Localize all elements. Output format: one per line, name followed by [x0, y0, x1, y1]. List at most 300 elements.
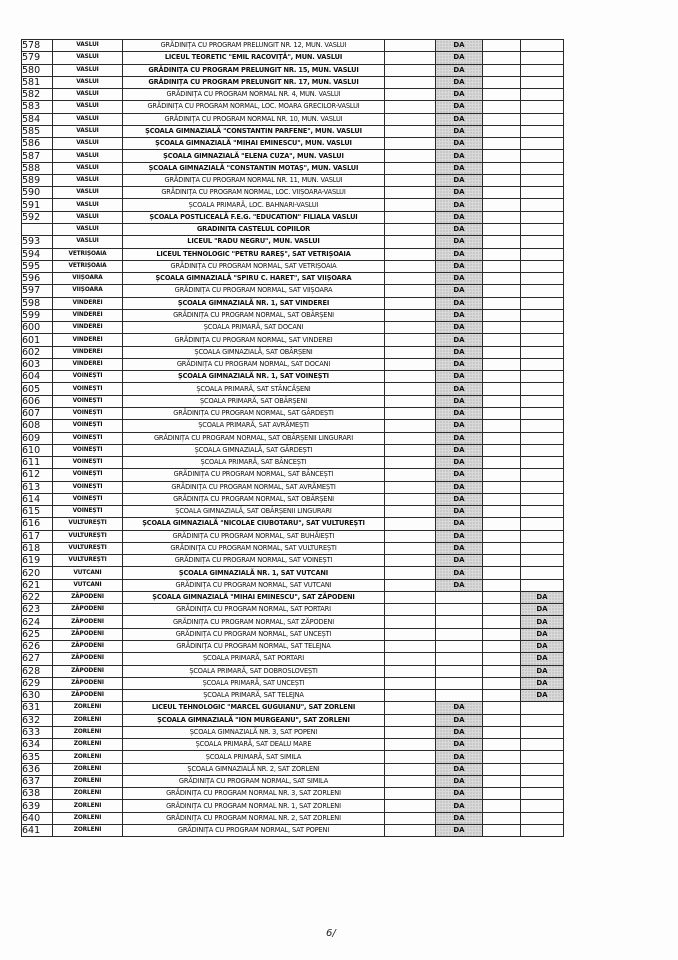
mark-cell — [385, 113, 436, 125]
mark-cell — [385, 751, 436, 763]
mark-cell — [483, 273, 521, 285]
locality-cell: VOINEȘTI — [53, 444, 123, 456]
row-number-cell: 594 — [22, 248, 53, 260]
mark-cell — [436, 653, 483, 665]
mark-cell: DA — [436, 763, 483, 775]
school-name-cell: GRADINITA CASTELUL COPIILOR — [123, 223, 385, 235]
mark-cell — [521, 420, 564, 432]
table-row — [22, 211, 564, 223]
locality-cell: VASLUI — [53, 187, 123, 199]
locality-cell: VIIȘOARA — [53, 285, 123, 297]
table-row — [22, 64, 564, 76]
school-name-cell: GRĂDINIȚA CU PROGRAM NORMAL, SAT POPENI — [123, 825, 385, 837]
locality-cell: VASLUI — [53, 113, 123, 125]
row-number-cell: 603 — [22, 358, 53, 370]
table-row — [22, 113, 564, 125]
table-row — [22, 273, 564, 285]
school-name-cell: GRĂDINIȚA CU PROGRAM PRELUNGIT NR. 15, MUN. VASLUI — [123, 64, 385, 76]
mark-cell — [385, 641, 436, 653]
row-number-cell: 579 — [22, 52, 53, 64]
locality-cell: ZORLENI — [53, 763, 123, 775]
mark-cell — [521, 469, 564, 481]
mark-cell — [385, 432, 436, 444]
mark-cell — [483, 297, 521, 309]
mark-cell — [483, 101, 521, 113]
table-row — [22, 162, 564, 174]
mark-cell: DA — [521, 616, 564, 628]
row-number-cell: 597 — [22, 285, 53, 297]
mark-cell — [436, 628, 483, 640]
mark-cell — [385, 89, 436, 101]
school-name-cell: GRĂDINIȚA CU PROGRAM NORMAL, SAT UNCEȘTI — [123, 628, 385, 640]
mark-cell — [385, 775, 436, 787]
locality-cell: VOINEȘTI — [53, 457, 123, 469]
mark-cell — [385, 64, 436, 76]
mark-cell — [483, 530, 521, 542]
school-name-cell: GRĂDINIȚA CU PROGRAM NORMAL, LOC. VIIȘOARA-VASLUI — [123, 187, 385, 199]
mark-cell — [483, 690, 521, 702]
mark-cell — [521, 432, 564, 444]
mark-cell — [483, 739, 521, 751]
mark-cell: DA — [521, 641, 564, 653]
table-row — [22, 665, 564, 677]
row-number-cell: 593 — [22, 236, 53, 248]
row-number-cell: 590 — [22, 187, 53, 199]
table-row — [22, 542, 564, 554]
mark-cell — [385, 714, 436, 726]
school-name-cell: GRĂDINIȚA CU PROGRAM PRELUNGIT NR. 17, MUN. VASLUI — [123, 76, 385, 88]
school-name-cell: ȘCOALA GIMNAZIALĂ "MIHAI EMINESCU", SAT ZĂPODENI — [123, 591, 385, 603]
mark-cell — [436, 665, 483, 677]
row-number-cell: 614 — [22, 493, 53, 505]
school-name-cell: ȘCOALA PRIMARĂ, SAT PORTARI — [123, 653, 385, 665]
locality-cell: ZORLENI — [53, 825, 123, 837]
school-name-cell: GRĂDINIȚA CU PROGRAM NORMAL, SAT VULTUREȘTI — [123, 542, 385, 554]
mark-cell: DA — [436, 407, 483, 419]
school-name-cell: ȘCOALA GIMNAZIALĂ NR. 1, SAT VINDEREI — [123, 297, 385, 309]
locality-cell: VULTUREȘTI — [53, 518, 123, 530]
locality-cell: VUTCANI — [53, 579, 123, 591]
school-name-cell: GRĂDINIȚA CU PROGRAM NORMAL, SAT PORTARI — [123, 604, 385, 616]
locality-cell: VINDEREI — [53, 297, 123, 309]
mark-cell: DA — [436, 751, 483, 763]
mark-cell — [385, 493, 436, 505]
mark-cell — [483, 223, 521, 235]
schools-table — [21, 39, 564, 837]
row-number-cell: 578 — [22, 40, 53, 52]
mark-cell — [385, 518, 436, 530]
mark-cell: DA — [436, 579, 483, 591]
locality-cell: VASLUI — [53, 199, 123, 211]
locality-cell: VOINEȘTI — [53, 432, 123, 444]
mark-cell — [521, 493, 564, 505]
mark-cell: DA — [436, 285, 483, 297]
row-number-cell: 626 — [22, 641, 53, 653]
row-number-cell: 610 — [22, 444, 53, 456]
mark-cell: DA — [436, 714, 483, 726]
mark-cell — [483, 751, 521, 763]
mark-cell — [483, 383, 521, 395]
school-name-cell: ȘCOALA PRIMARĂ, LOC. BAHNARI-VASLUI — [123, 199, 385, 211]
mark-cell: DA — [436, 89, 483, 101]
mark-cell — [483, 371, 521, 383]
school-name-cell: ȘCOALA GIMNAZIALĂ NR. 2, SAT ZORLENI — [123, 763, 385, 775]
mark-cell: DA — [436, 788, 483, 800]
mark-cell — [385, 469, 436, 481]
mark-cell — [385, 371, 436, 383]
mark-cell — [483, 285, 521, 297]
locality-cell: VOINEȘTI — [53, 469, 123, 481]
table-row — [22, 138, 564, 150]
mark-cell — [436, 616, 483, 628]
mark-cell — [483, 444, 521, 456]
mark-cell — [483, 432, 521, 444]
mark-cell — [521, 542, 564, 554]
mark-cell: DA — [436, 530, 483, 542]
mark-cell — [385, 591, 436, 603]
mark-cell — [521, 113, 564, 125]
mark-cell — [385, 52, 436, 64]
mark-cell: DA — [436, 358, 483, 370]
mark-cell — [521, 518, 564, 530]
mark-cell: DA — [436, 432, 483, 444]
mark-cell: DA — [436, 236, 483, 248]
mark-cell — [483, 579, 521, 591]
mark-cell: DA — [436, 199, 483, 211]
table-row — [22, 690, 564, 702]
mark-cell — [521, 40, 564, 52]
mark-cell — [483, 334, 521, 346]
row-number-cell: 635 — [22, 751, 53, 763]
mark-cell — [521, 579, 564, 591]
mark-cell — [483, 64, 521, 76]
mark-cell — [385, 162, 436, 174]
mark-cell — [385, 248, 436, 260]
table-row — [22, 493, 564, 505]
locality-cell: VUTCANI — [53, 567, 123, 579]
mark-cell — [385, 125, 436, 137]
mark-cell — [521, 530, 564, 542]
locality-cell: VULTUREȘTI — [53, 555, 123, 567]
row-number-cell: 606 — [22, 395, 53, 407]
mark-cell: DA — [436, 52, 483, 64]
locality-cell: VASLUI — [53, 150, 123, 162]
mark-cell — [385, 407, 436, 419]
mark-cell: DA — [436, 383, 483, 395]
school-name-cell: GRĂDINIȚA CU PROGRAM NORMAL NR. 11, MUN. VASLUI — [123, 174, 385, 186]
locality-cell: VINDEREI — [53, 346, 123, 358]
mark-cell: DA — [436, 113, 483, 125]
mark-cell — [385, 236, 436, 248]
mark-cell — [436, 604, 483, 616]
mark-cell — [385, 260, 436, 272]
school-name-cell: GRĂDINIȚA CU PROGRAM NORMAL, SAT AVRĂMEȘTI — [123, 481, 385, 493]
page-number: 6/ — [326, 928, 336, 939]
locality-cell: VOINEȘTI — [53, 407, 123, 419]
locality-cell: VETRIȘOAIA — [53, 260, 123, 272]
mark-cell — [483, 812, 521, 824]
row-number-cell: 627 — [22, 653, 53, 665]
mark-cell: DA — [436, 273, 483, 285]
mark-cell — [521, 101, 564, 113]
locality-cell: VINDEREI — [53, 334, 123, 346]
mark-cell — [385, 383, 436, 395]
mark-cell — [483, 358, 521, 370]
school-name-cell: ȘCOALA GIMNAZIALĂ "CONSTANTIN PARFENE", MUN. VASLUI — [123, 125, 385, 137]
mark-cell: DA — [436, 444, 483, 456]
locality-cell: VETRIȘOAIA — [53, 248, 123, 260]
row-number-cell: 633 — [22, 726, 53, 738]
mark-cell — [521, 211, 564, 223]
school-name-cell: LICEUL TEHNOLOGIC "PETRU RAREȘ", SAT VETRIȘOAIA — [123, 248, 385, 260]
mark-cell — [483, 125, 521, 137]
school-name-cell: ȘCOALA POSTLICEALĂ F.E.G. "EDUCATION" FILIALA VASLUI — [123, 211, 385, 223]
row-number-cell: 601 — [22, 334, 53, 346]
locality-cell: VASLUI — [53, 162, 123, 174]
mark-cell — [521, 285, 564, 297]
mark-cell — [385, 542, 436, 554]
mark-cell — [385, 555, 436, 567]
table-row — [22, 76, 564, 88]
locality-cell: VINDEREI — [53, 309, 123, 321]
row-number-cell: 629 — [22, 677, 53, 689]
row-number-cell: 620 — [22, 567, 53, 579]
table-row — [22, 395, 564, 407]
row-number-cell: 623 — [22, 604, 53, 616]
mark-cell — [521, 457, 564, 469]
mark-cell — [521, 76, 564, 88]
table-row — [22, 236, 564, 248]
mark-cell — [521, 407, 564, 419]
mark-cell — [521, 825, 564, 837]
school-name-cell: ȘCOALA GIMNAZIALĂ, SAT OBÂRȘENI — [123, 346, 385, 358]
mark-cell — [385, 285, 436, 297]
mark-cell: DA — [436, 40, 483, 52]
row-number-cell: 595 — [22, 260, 53, 272]
table-row — [22, 40, 564, 52]
mark-cell — [385, 530, 436, 542]
mark-cell — [483, 616, 521, 628]
locality-cell: VASLUI — [53, 174, 123, 186]
mark-cell — [483, 775, 521, 787]
table-row — [22, 309, 564, 321]
locality-cell: ZORLENI — [53, 775, 123, 787]
table-row — [22, 763, 564, 775]
mark-cell — [483, 346, 521, 358]
mark-cell — [385, 334, 436, 346]
school-name-cell: ȘCOALA PRIMARĂ, SAT DOCANI — [123, 322, 385, 334]
row-number-cell: 616 — [22, 518, 53, 530]
school-name-cell: GRĂDINIȚA CU PROGRAM NORMAL, SAT OBÂRȘENI — [123, 309, 385, 321]
table-row — [22, 371, 564, 383]
row-number-cell: 592 — [22, 211, 53, 223]
mark-cell: DA — [436, 187, 483, 199]
mark-cell — [385, 481, 436, 493]
locality-cell: VASLUI — [53, 89, 123, 101]
mark-cell — [385, 420, 436, 432]
mark-cell: DA — [436, 702, 483, 714]
table-row — [22, 260, 564, 272]
mark-cell — [483, 542, 521, 554]
mark-cell — [436, 677, 483, 689]
mark-cell — [483, 825, 521, 837]
row-number-cell: 640 — [22, 812, 53, 824]
mark-cell — [483, 763, 521, 775]
mark-cell — [385, 763, 436, 775]
table-row — [22, 285, 564, 297]
mark-cell — [521, 702, 564, 714]
table-row — [22, 739, 564, 751]
school-name-cell: ȘCOALA PRIMARĂ, SAT TELEJNA — [123, 690, 385, 702]
mark-cell — [521, 138, 564, 150]
row-number-cell: 584 — [22, 113, 53, 125]
school-name-cell: ȘCOALA PRIMARĂ, SAT DEALU MARE — [123, 739, 385, 751]
mark-cell — [521, 273, 564, 285]
mark-cell: DA — [436, 506, 483, 518]
mark-cell — [521, 739, 564, 751]
school-name-cell: GRĂDINIȚA CU PROGRAM NORMAL NR. 2, SAT ZORLENI — [123, 812, 385, 824]
row-number-cell: 612 — [22, 469, 53, 481]
mark-cell — [483, 150, 521, 162]
mark-cell — [521, 714, 564, 726]
row-number-cell: 588 — [22, 162, 53, 174]
mark-cell — [521, 763, 564, 775]
table-row — [22, 334, 564, 346]
mark-cell — [483, 788, 521, 800]
table-row — [22, 187, 564, 199]
mark-cell — [385, 457, 436, 469]
mark-cell: DA — [436, 248, 483, 260]
mark-cell: DA — [521, 591, 564, 603]
table-row — [22, 125, 564, 137]
locality-cell: ZORLENI — [53, 726, 123, 738]
mark-cell — [385, 665, 436, 677]
mark-cell — [483, 199, 521, 211]
row-number-cell: 604 — [22, 371, 53, 383]
table-row — [22, 702, 564, 714]
locality-cell: ZĂPODENI — [53, 665, 123, 677]
mark-cell — [483, 407, 521, 419]
row-number-cell: 617 — [22, 530, 53, 542]
school-name-cell: ȘCOALA PRIMARĂ, SAT DOBROSLOVEȘTI — [123, 665, 385, 677]
row-number-cell — [22, 223, 53, 235]
mark-cell: DA — [436, 395, 483, 407]
mark-cell — [521, 506, 564, 518]
school-name-cell: ȘCOALA GIMNAZIALĂ NR. 3, SAT POPENI — [123, 726, 385, 738]
school-name-cell: ȘCOALA GIMNAZIALĂ "NICOLAE CIUBOTARU", SAT VULTUREȘTI — [123, 518, 385, 530]
mark-cell — [521, 248, 564, 260]
mark-cell: DA — [436, 322, 483, 334]
mark-cell: DA — [436, 64, 483, 76]
mark-cell — [385, 812, 436, 824]
mark-cell — [385, 187, 436, 199]
mark-cell — [521, 567, 564, 579]
row-number-cell: 632 — [22, 714, 53, 726]
locality-cell: ZORLENI — [53, 714, 123, 726]
row-number-cell: 600 — [22, 322, 53, 334]
mark-cell — [483, 702, 521, 714]
mark-cell — [521, 383, 564, 395]
school-name-cell: ȘCOALA GIMNAZIALĂ NR. 1, SAT VOINEȘTI — [123, 371, 385, 383]
mark-cell: DA — [436, 309, 483, 321]
mark-cell — [521, 89, 564, 101]
table-row — [22, 506, 564, 518]
table-row — [22, 714, 564, 726]
mark-cell — [483, 591, 521, 603]
locality-cell: ZĂPODENI — [53, 591, 123, 603]
mark-cell — [385, 690, 436, 702]
mark-cell: DA — [521, 677, 564, 689]
school-name-cell: GRĂDINIȚA CU PROGRAM NORMAL NR. 10, MUN. VASLUI — [123, 113, 385, 125]
locality-cell: VASLUI — [53, 223, 123, 235]
row-number-cell: 628 — [22, 665, 53, 677]
mark-cell: DA — [521, 665, 564, 677]
table-row — [22, 346, 564, 358]
mark-cell — [483, 726, 521, 738]
school-name-cell: ȘCOALA GIMNAZIALĂ NR. 1, SAT VUTCANI — [123, 567, 385, 579]
mark-cell — [385, 726, 436, 738]
row-number-cell: 596 — [22, 273, 53, 285]
row-number-cell: 599 — [22, 309, 53, 321]
row-number-cell: 589 — [22, 174, 53, 186]
locality-cell: VOINEȘTI — [53, 395, 123, 407]
school-name-cell: GRĂDINIȚA CU PROGRAM NORMAL NR. 1, SAT ZORLENI — [123, 800, 385, 812]
school-name-cell: ȘCOALA GIMNAZIALĂ "MIHAI EMINESCU", MUN. VASLUI — [123, 138, 385, 150]
locality-cell: VASLUI — [53, 64, 123, 76]
locality-cell: VASLUI — [53, 76, 123, 88]
mark-cell — [385, 677, 436, 689]
mark-cell — [483, 138, 521, 150]
row-number-cell: 609 — [22, 432, 53, 444]
mark-cell — [521, 358, 564, 370]
row-number-cell: 582 — [22, 89, 53, 101]
locality-cell: VOINEȘTI — [53, 371, 123, 383]
mark-cell: DA — [436, 469, 483, 481]
mark-cell — [385, 444, 436, 456]
school-name-cell: GRĂDINIȚA CU PROGRAM NORMAL, SAT TELEJNA — [123, 641, 385, 653]
mark-cell — [483, 236, 521, 248]
row-number-cell: 630 — [22, 690, 53, 702]
mark-cell — [385, 211, 436, 223]
mark-cell: DA — [436, 457, 483, 469]
table-row — [22, 751, 564, 763]
mark-cell — [483, 457, 521, 469]
mark-cell — [521, 199, 564, 211]
locality-cell: ZĂPODENI — [53, 616, 123, 628]
mark-cell: DA — [436, 211, 483, 223]
mark-cell: DA — [436, 420, 483, 432]
mark-cell — [436, 591, 483, 603]
table-row — [22, 52, 564, 64]
mark-cell — [483, 420, 521, 432]
mark-cell: DA — [436, 223, 483, 235]
locality-cell: ZORLENI — [53, 812, 123, 824]
mark-cell: DA — [521, 653, 564, 665]
school-name-cell: ȘCOALA PRIMARĂ, SAT AVRĂMEȘTI — [123, 420, 385, 432]
school-name-cell: ȘCOALA GIMNAZIALĂ, SAT OBÂRȘENII LINGURARI — [123, 506, 385, 518]
mark-cell — [385, 788, 436, 800]
locality-cell: ZĂPODENI — [53, 628, 123, 640]
mark-cell — [521, 174, 564, 186]
row-number-cell: 625 — [22, 628, 53, 640]
mark-cell — [521, 444, 564, 456]
school-name-cell: ȘCOALA GIMNAZIALĂ "ION MURGEANU", SAT ZORLENI — [123, 714, 385, 726]
mark-cell — [385, 800, 436, 812]
locality-cell: VASLUI — [53, 236, 123, 248]
mark-cell — [385, 702, 436, 714]
table-row — [22, 567, 564, 579]
mark-cell: DA — [436, 138, 483, 150]
